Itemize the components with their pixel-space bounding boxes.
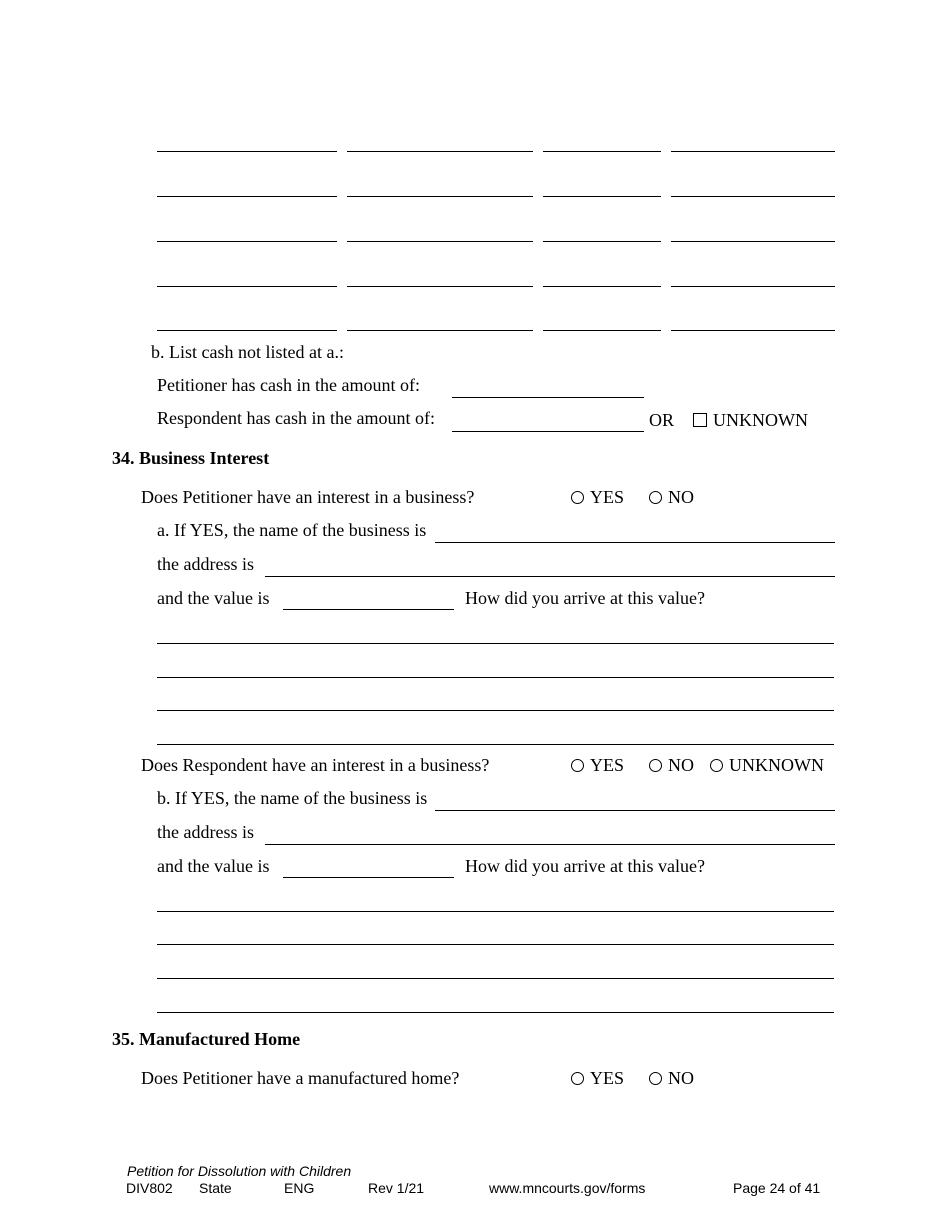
footer-language: ENG [284,1180,315,1196]
petitioner-business-no-radio[interactable] [649,487,694,507]
table-cell-line[interactable] [347,241,533,242]
respondent-explanation-line[interactable] [157,911,834,912]
table-cell-line[interactable] [157,286,337,287]
checkbox-icon[interactable] [693,413,707,427]
footer-jurisdiction: State [199,1180,232,1196]
table-cell-line[interactable] [543,196,661,197]
cash-not-listed-label: b. List cash not listed at a.: [151,342,344,362]
petitioner-business-name-label: a. If YES, the name of the business is [157,520,427,540]
petitioner-business-value-field[interactable] [283,609,454,610]
respondent-business-name-label: b. If YES, the name of the business is [157,788,428,808]
petitioner-business-question: Does Petitioner have an interest in a business? [141,487,475,507]
yes-label: YES [590,1068,625,1088]
respondent-cash-label: Respondent has cash in the amount of: [157,408,435,428]
respondent-business-name-field[interactable] [435,810,835,811]
manufactured-home-yes-radio[interactable] [571,1068,624,1088]
petitioner-explanation-line[interactable] [157,643,834,644]
respondent-business-no-radio[interactable] [649,755,694,775]
footer-form-code: DIV802 [126,1180,173,1196]
table-cell-line[interactable] [671,196,835,197]
respondent-business-unknown-radio[interactable] [710,755,824,775]
no-label: NO [668,1068,694,1088]
radio-icon[interactable] [649,1072,662,1085]
table-cell-line[interactable] [157,241,337,242]
unknown-label: UNKNOWN [729,755,824,775]
petitioner-business-yes-radio[interactable] [571,487,624,507]
respondent-how-value-label: How did you arrive at this value? [465,856,705,876]
footer-revision: Rev 1/21 [368,1180,425,1196]
table-cell-line[interactable] [347,330,533,331]
table-cell-line[interactable] [671,241,835,242]
no-label: NO [668,755,694,775]
table-cell-line[interactable] [671,330,835,331]
section-34-title: 34. Business Interest [112,448,270,468]
respondent-cash-unknown-checkbox[interactable] [693,410,808,430]
respondent-business-question: Does Respondent have an interest in a business? [141,755,490,775]
yes-label: YES [590,487,625,507]
unknown-label: UNKNOWN [713,410,808,430]
table-cell-line[interactable] [157,151,337,152]
radio-icon[interactable] [710,759,723,772]
respondent-business-address-field[interactable] [265,844,835,845]
petitioner-explanation-line[interactable] [157,744,834,745]
radio-icon[interactable] [649,759,662,772]
table-cell-line[interactable] [157,196,337,197]
respondent-cash-field[interactable] [452,431,644,432]
no-label: NO [668,487,694,507]
footer-page-number: Page 24 of 41 [733,1180,821,1196]
petitioner-business-address-label: the address is [157,554,254,574]
petitioner-cash-label: Petitioner has cash in the amount of: [157,375,420,395]
table-cell-line[interactable] [671,286,835,287]
table-cell-line[interactable] [671,151,835,152]
manufactured-home-question: Does Petitioner have a manufactured home? [141,1068,460,1088]
table-cell-line[interactable] [347,286,533,287]
table-cell-line[interactable] [347,196,533,197]
respondent-business-value-label: and the value is [157,856,270,876]
petitioner-explanation-line[interactable] [157,710,834,711]
footer-form-title: Petition for Dissolution with Children [127,1163,352,1179]
petitioner-explanation-line[interactable] [157,677,834,678]
petitioner-cash-field[interactable] [452,397,644,398]
table-cell-line[interactable] [543,330,661,331]
respondent-explanation-line[interactable] [157,978,834,979]
footer-website: www.mncourts.gov/forms [489,1180,646,1196]
table-cell-line[interactable] [543,241,661,242]
petitioner-how-value-label: How did you arrive at this value? [465,588,705,608]
radio-icon[interactable] [571,759,584,772]
table-cell-line[interactable] [157,330,337,331]
respondent-business-address-label: the address is [157,822,254,842]
respondent-business-value-field[interactable] [283,877,454,878]
radio-icon[interactable] [571,1072,584,1085]
section-35-title: 35. Manufactured Home [112,1029,301,1049]
table-cell-line[interactable] [543,151,661,152]
respondent-explanation-line[interactable] [157,1012,834,1013]
radio-icon[interactable] [571,491,584,504]
petitioner-business-address-field[interactable] [265,576,835,577]
petitioner-business-name-field[interactable] [435,542,835,543]
respondent-business-yes-radio[interactable] [571,755,624,775]
yes-label: YES [590,755,625,775]
table-cell-line[interactable] [543,286,661,287]
table-cell-line[interactable] [347,151,533,152]
respondent-explanation-line[interactable] [157,944,834,945]
petitioner-business-value-label: and the value is [157,588,270,608]
manufactured-home-no-radio[interactable] [649,1068,694,1088]
radio-icon[interactable] [649,491,662,504]
or-label: OR [649,410,675,430]
